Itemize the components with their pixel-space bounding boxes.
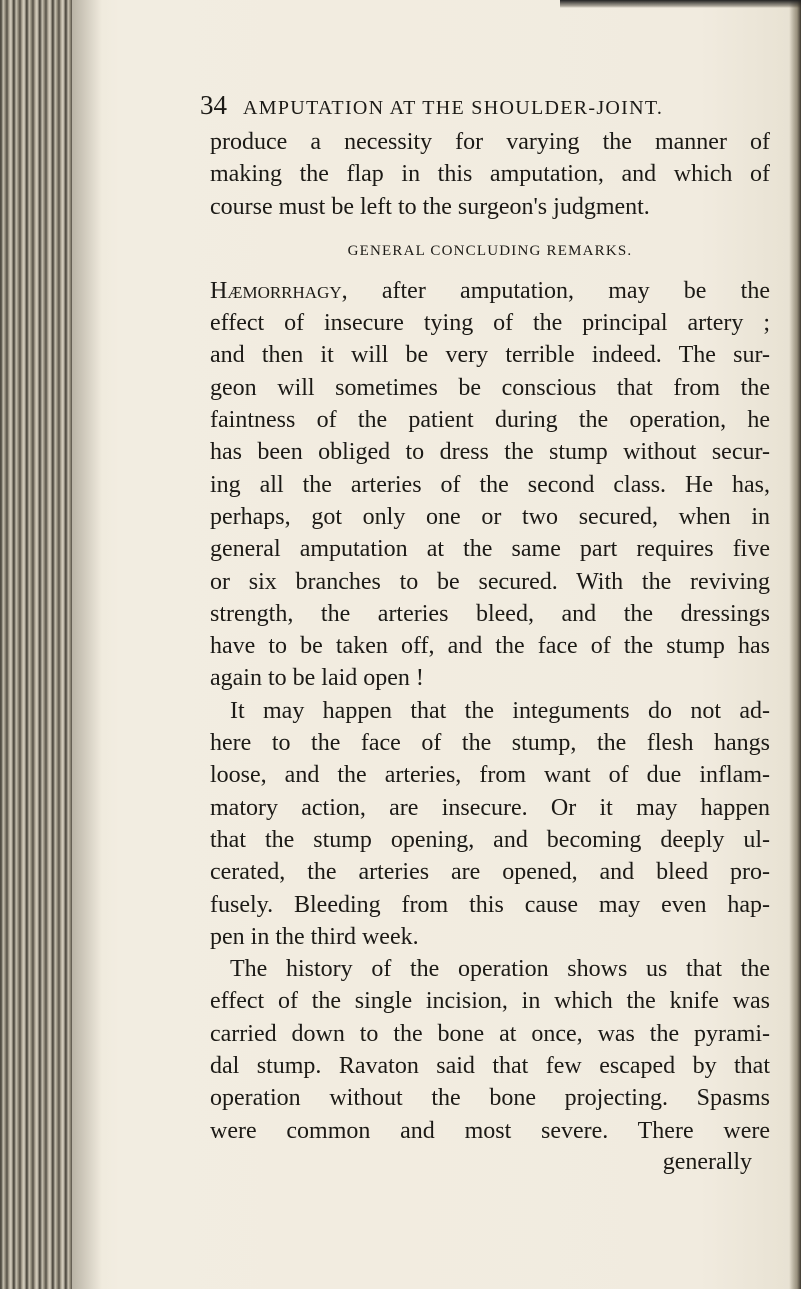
text-line: matory action, are insecure. Or it may happen [210, 794, 770, 821]
text-line: perhaps, got only one or two secured, when in [210, 503, 770, 530]
continued-paragraph [210, 126, 770, 223]
text-line: dal stump. Ravaton said that few escaped by that [210, 1053, 770, 1080]
text-line: loose, and the arteries, from want of due inflam- [210, 762, 770, 789]
catchword: generally [662, 1148, 752, 1175]
text-line: fusely. Bleeding from this cause may even hap- [210, 891, 770, 918]
running-header-title: AMPUTATION AT THE SHOULDER-JOINT. [243, 97, 664, 119]
text-line: were common and most severe. There were [210, 1117, 770, 1144]
text-line: carried down to the bone at once, was the pyrami- [210, 1020, 770, 1047]
text-line: faintness of the patient during the operation, he [210, 407, 770, 434]
text-line: making the flap in this amputation, and which of [210, 161, 770, 188]
text-line: course must be left to the surgeon's judgment. [210, 193, 650, 220]
text-line: It may happen that the integuments do not ad- [230, 697, 770, 724]
text-line: The history of the operation shows us that the [230, 956, 770, 983]
text-block [200, 90, 770, 1177]
running-header [200, 90, 770, 126]
paragraph-history [210, 953, 770, 1147]
text-line: that the stump opening, and becoming deeply ul- [210, 826, 770, 853]
text-line [210, 275, 770, 307]
text-line: cerated, the arteries are opened, and bleed pro- [210, 859, 770, 886]
text-line: have to be taken off, and the face of the stump has [210, 633, 770, 660]
section-heading: GENERAL CONCLUDING REMARKS. [347, 242, 633, 259]
text-line: here to the face of the stump, the flesh hangs [210, 730, 770, 757]
text-line: general amputation at the same part requires five [210, 536, 770, 563]
text-line: operation without the bone projecting. Spasms [210, 1085, 770, 1112]
book-gutter [0, 0, 72, 1289]
gutter-shadow [72, 0, 102, 1289]
text-line: and then it will be very terrible indeed. The sur- [210, 342, 770, 369]
text-line: or six branches to be secured. With the reviving [210, 568, 770, 595]
text-line: effect of the single incision, in which the knife was [210, 988, 770, 1015]
page-number: 34 [200, 90, 227, 120]
page-edge [789, 0, 801, 1289]
paragraph-integuments [210, 695, 770, 953]
text-line: produce a necessity for varying the manner of [210, 129, 770, 155]
text-line: strength, the arteries bleed, and the dressings [210, 600, 770, 627]
text-line: again to be laid open ! [210, 665, 424, 692]
text-line: pen in the third week. [210, 923, 419, 950]
top-edge-shadow [560, 0, 801, 8]
paragraph-haemorrhagy [210, 275, 770, 695]
lead-word: Hæmorrhagy, [210, 277, 348, 304]
text-line: effect of insecure tying of the principal artery ; [210, 310, 770, 337]
text-line: geon will sometimes be conscious that from the [210, 374, 770, 401]
text-line: has been obliged to dress the stump without secur- [210, 439, 770, 466]
text-span: after amputation, may be the [347, 277, 770, 304]
text-line: ing all the arteries of the second class. He has, [210, 471, 770, 498]
